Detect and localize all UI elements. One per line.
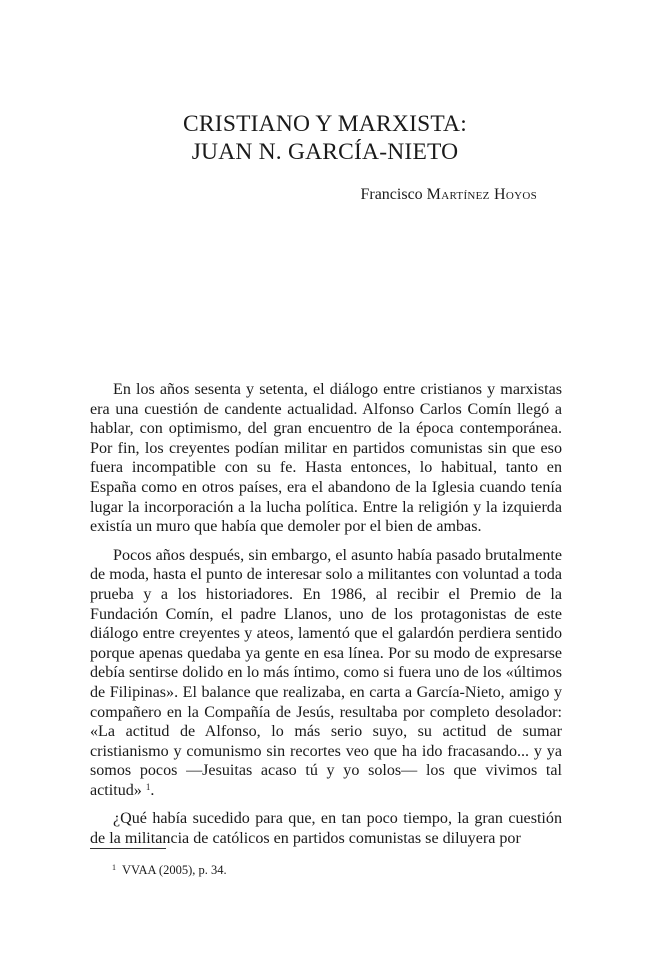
author-last-name: Martínez Hoyos [426,186,537,203]
paragraph-3-text: ¿Qué había sucedido para que, en tan poco tiempo, la gran cuestión de la militancia de católicos en partidos comunistas se diluyera por [90,810,562,848]
author-first-name: Francisco [360,186,423,203]
title-line-1: CRISTIANO Y MARXISTA: [183,111,467,137]
article-body [90,380,562,858]
author-name [360,186,537,204]
footnote-number: 1 [112,863,116,872]
paragraph-3 [90,809,562,848]
paragraph-2-text: Pocos años después, sin embargo, el asunto había pasado brutalmente de moda, hasta el punto de interesar solo a militantes con voluntad a toda prueba y a los historiadores. En 1986, al recibir el Premio de la Fundación Comín, el padre Llanos, uno de los protagonistas de este diálogo entre creyentes y ateos, lamentó que el galardón perdiera sentido porque apenas quedaba ya gente en esa línea. Por su modo de expresarse debía sentirse dolido en lo más íntimo, como si fuera uno de los «últimos de Filipinas». El balance que realizaba, en carta a García-Nieto, amigo y compañero en la Compañía de Jesús, resultaba por completo desolador: «La actitud de Alfonso, lo más serio suyo, su actitud de sumar cristianismo y comunismo sin recortes veo que ha ido fracasando... y ya somos pocos —Jesuitas acaso tú y yo solos— los que vivimos tal actitud» [90,546,562,799]
footnote [112,863,227,878]
article-title [0,110,650,166]
footnote-reference[interactable]: 1 [145,781,151,792]
paragraph-1-text: En los años sesenta y setenta, el diálogo entre cristianos y marxistas era una cuestión de candente actualidad. Alfonso Carlos Comín llegó a hablar, con optimismo, del gran encuentro de la época contemporánea. Por fin, los creyentes podían militar en partidos comunistas sin que eso fuera incompatible con su fe. Hasta entonces, lo habitual, tanto en España como en otros países, era el abandono de la Iglesia cuando tenía lugar la incorporación a la lucha política. Entre la religión y la izquierda existía un muro que había que demoler por el bien de ambas. [90,381,562,536]
footnote-text: VVAA (2005), p. 34. [122,863,227,877]
title-line-2: JUAN N. GARCÍA-NIETO [191,139,459,165]
footnote-divider [90,848,166,849]
paragraph-2: Pocos años después, sin embargo, el asunto había pasado brutalmente de moda, hasta el punto de interesar solo a militantes con voluntad a toda prueba y a los historiadores. En 1986, al recibir el Premio de la Fundación Comín, el padre Llanos, uno de los protagonistas de este diálogo entre creyentes y ateos, lamentó que el galardón perdiera sentido porque apenas quedaba ya gente en esa línea. Por su modo de expresarse debía sentirse dolido en lo más íntimo, como si fuera uno de los «últimos de Filipinas». El balance que realizaba, en carta a García-Nieto, amigo y compañero en la Compañía de Jesús, resultaba por completo desolador: «La actitud de Alfonso, lo más serio suyo, su actitud de sumar cristianismo y comunismo sin recortes veo que ha ido fracasando... y ya somos pocos —Jesuitas acaso tú y yo solos— los que vivimos tal actitud» $^1$. [90,546,562,799]
paragraph-1 [90,380,562,537]
